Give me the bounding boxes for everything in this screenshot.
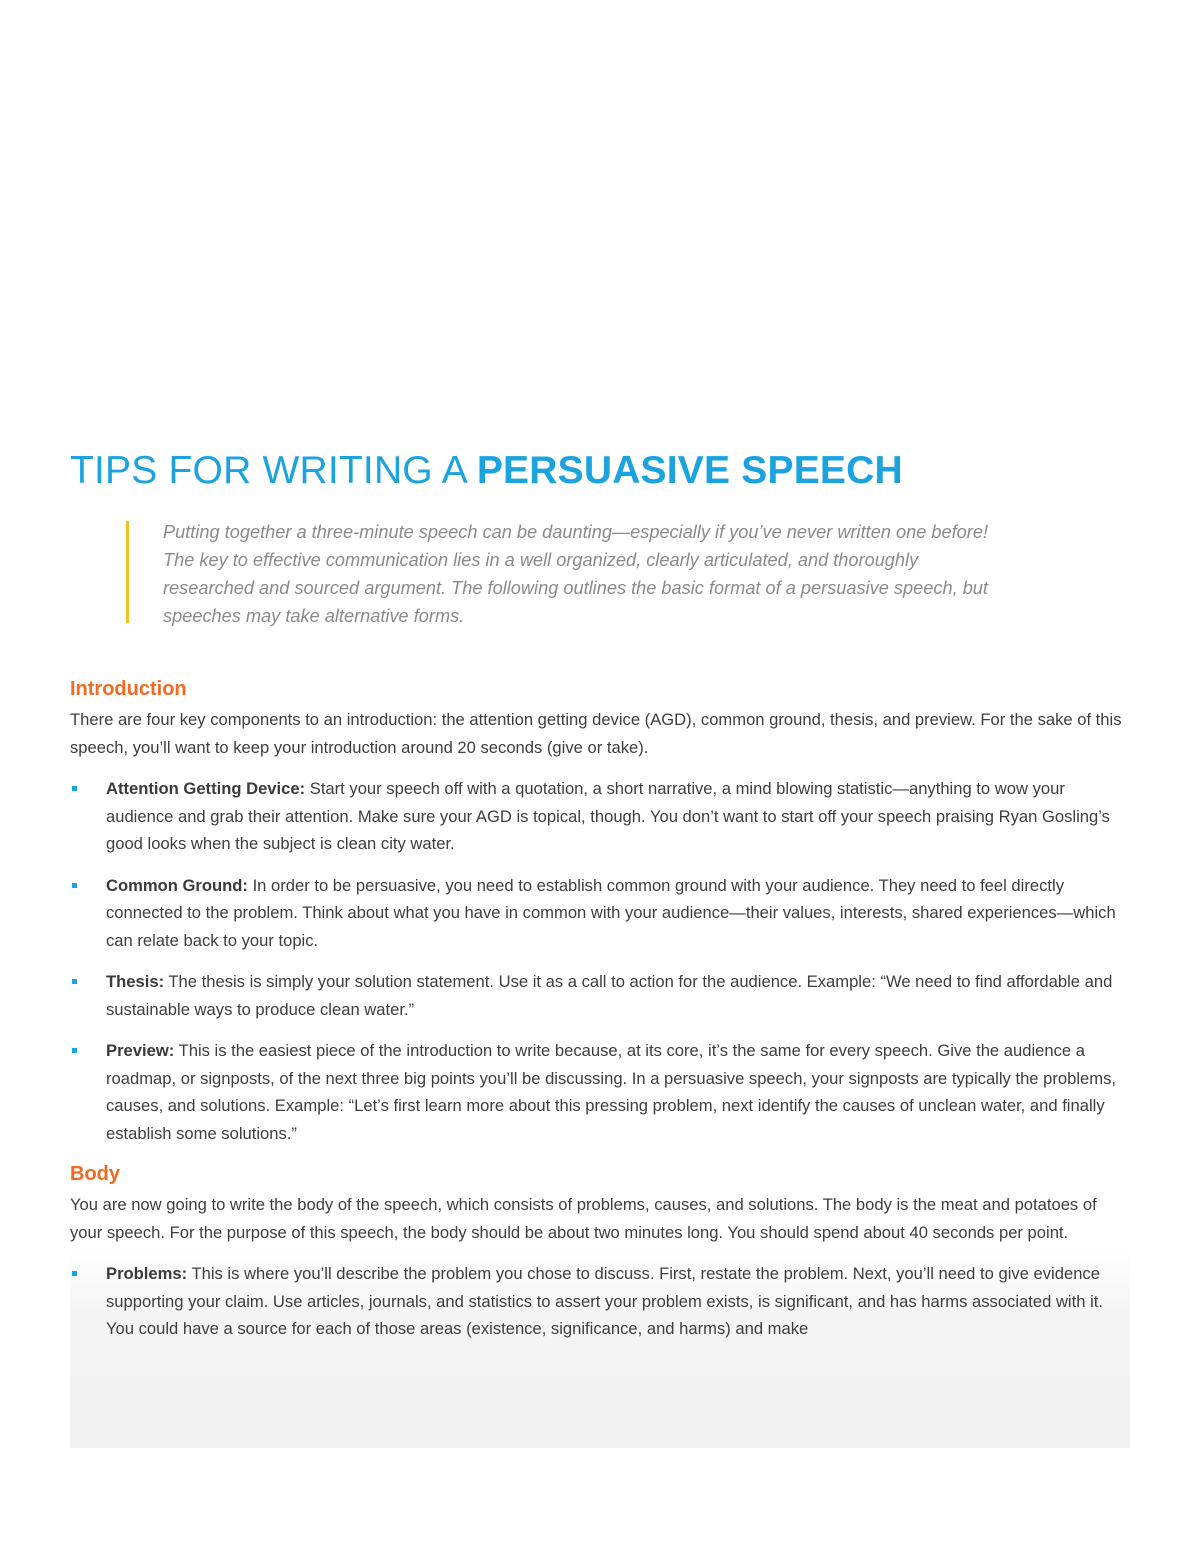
document-content (70, 448, 1132, 1357)
body-heading: Body (70, 1163, 120, 1185)
list-item (70, 872, 1132, 955)
list-item (70, 968, 1132, 1023)
intro-callout-text: Putting together a three-minute speech can be daunting—especially if you’ve never written one before! The key to effective communication lies in a well organized, clearly articulated, and thoroughly researched and sourced argument. The following outlines the basic format of a persuasive speech, but speeches may take alternative forms. (163, 522, 989, 626)
list-item-term: Common Ground: (106, 875, 248, 895)
bullet-square-icon (72, 883, 77, 888)
introduction-paragraph: There are four key components to an introduction: the attention getting device (AGD), common ground, thesis, and preview. For the sake of this speech, you’ll want to keep your introduction around 20 seconds (give or take). (70, 710, 1122, 757)
list-item (70, 1260, 1132, 1343)
body-paragraph: You are now going to write the body of the speech, which consists of problems, causes, and solutions. The body is the meat and potatoes of your speech. For the purpose of this speech, the body should be about two minutes long. You should spend about 40 seconds per point. (70, 1195, 1097, 1242)
page-title (70, 448, 1132, 494)
introduction-heading: Introduction (70, 678, 187, 700)
intro-callout (126, 518, 1003, 630)
list-item-term: Thesis: (106, 972, 165, 991)
title-bold: PERSUASIVE SPEECH (476, 449, 903, 492)
list-item-text: This is where you’ll describe the problem you chose to discuss. First, restate the problem. Next, you’ll need to give evidence supporting your claim. Use articles, journals, and statistics to assert your problem exists, is significant, and has harms associated with it. You could have a source for each of those areas (existence, significance, and harms) and make (106, 1264, 1103, 1338)
list-item-term: Attention Getting Device: (106, 779, 306, 798)
bullet-square-icon (72, 979, 77, 984)
bullet-square-icon (72, 1271, 77, 1276)
callout-accent-bar (126, 521, 129, 623)
bullet-square-icon (72, 786, 77, 791)
list-item-text: Start your speech off with a quotation, a short narrative, a mind blowing statistic—anything to wow your audience and grab their attention. Make sure your AGD is topical, though. You don’t want to start off your speech praising Ryan Gosling’s good looks when the subject is clean city water. (106, 779, 1110, 853)
list-item (70, 775, 1132, 858)
body-list (70, 1260, 1132, 1343)
introduction-list (70, 775, 1132, 1147)
list-item-text: This is the easiest piece of the introduction to write because, at its core, it’s the same for every speech. Give the audience a roadmap, or signposts, of the next three big points you’ll be discussing. In a persuasive speech, your signposts are typically the problems, causes, and solutions. Example: “Let’s first learn more about this pressing problem, next identify the causes of unclean water, and finally establish some solutions.” (106, 1041, 1116, 1143)
list-item-text: In order to be persuasive, you need to establish common ground with your audience. They need to feel directly connected to the problem. Think about what you have in common with your audience—their values, interests, shared experiences—which can relate back to your topic. (106, 875, 1116, 950)
bullet-square-icon (72, 1048, 77, 1053)
title-light: TIPS FOR WRITING A (70, 449, 477, 492)
list-item-text: The thesis is simply your solution statement. Use it as a call to action for the audience. Example: “We need to find affordable and sustainable ways to produce clean water.” (106, 972, 1113, 1019)
list-item-term: Preview: (106, 1041, 175, 1060)
list-item-term: Problems: (106, 1264, 188, 1283)
list-item (70, 1037, 1132, 1147)
